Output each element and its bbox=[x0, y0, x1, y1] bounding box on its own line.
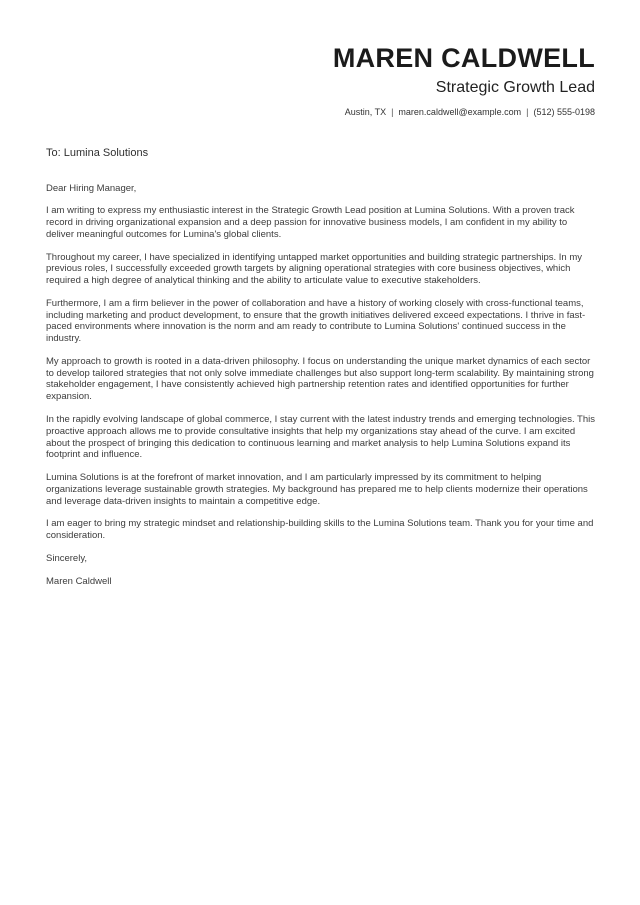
contact-separator: | bbox=[526, 106, 529, 117]
recipient-line: To: Lumina Solutions bbox=[46, 147, 149, 160]
closing-line: Sincerely, bbox=[46, 552, 88, 564]
candidate-name: MAREN CALDWELL bbox=[332, 43, 595, 73]
candidate-job-title: Strategic Growth Lead bbox=[435, 79, 595, 97]
letter-paragraph: My approach to growth is rooted in a data-driven philosophy. I focus on understanding the unique market dynamics of each sector to develop tailored strategies that not only solve immediate challenges but also support long-term scalability. By maintaining strong stakeholder engagement, I have consistently achieved high partnership retention rates and identified opportunities for further expansion. bbox=[46, 355, 594, 403]
letter-paragraph: Lumina Solutions is at the forefront of market innovation, and I am particularly impressed by its commitment to helping organizations leverage sustainable growth strategies. My background has prepared me to help clients modernize their operations and leverage data-driven insights to maintain a competitive edge. bbox=[46, 472, 588, 507]
contact-separator: | bbox=[391, 106, 394, 117]
letter-header bbox=[0, 0, 640, 117]
letter-paragraph: Furthermore, I am a firm believer in the power of collaboration and have a history of working closely with cross-functional teams, including marketing and product development, to ensure that the growth initiatives delivered exceed expectations. I thrive in fast-paced environments where innovation is the norm and am ready to contribute to Lumina Solutions' continued success in the industry. bbox=[46, 297, 586, 345]
letter-body bbox=[0, 147, 640, 587]
letter-paragraph: Throughout my career, I have specialized in identifying untapped market opportunities and building strategic partnerships. In my previous roles, I successfully exceeded growth targets by aligning operational strategies with core business objectives, which required a high degree of analytical thinking and the ability to articulate value to executive stakeholders. bbox=[46, 251, 582, 287]
letter-paragraph: In the rapidly evolving landscape of global commerce, I stay current with the latest industry trends and emerging technologies. This proactive approach allows me to provide consultative insights that help my organizations stay ahead of the curve. I am excited about the prospect of bringing this dedication to continuous learning and market analysis to help Lumina Solutions expand its footprint and influence. bbox=[46, 414, 596, 461]
letter-paragraph: I am eager to bring my strategic mindset and relationship-building skills to the Lumina Solutions team. Thank you for your time and consideration. bbox=[46, 518, 594, 542]
letter-paragraph: I am writing to express my enthusiastic interest in the Strategic Growth Lead position at Lumina Solutions. With a proven track record in driving organizational expansion and a deep passion for innovative business models, I am confident in my ability to deliver meaningful outcomes for Lumina's global clients. bbox=[46, 205, 575, 240]
signature-name: Maren Caldwell bbox=[46, 575, 112, 587]
salutation-line: Dear Hiring Manager, bbox=[46, 182, 137, 194]
contact-email: maren.caldwell@example.com bbox=[398, 106, 522, 117]
contact-location: Austin, TX bbox=[344, 106, 387, 117]
contact-line bbox=[45, 107, 595, 118]
contact-phone: (512) 555-0198 bbox=[533, 106, 595, 117]
